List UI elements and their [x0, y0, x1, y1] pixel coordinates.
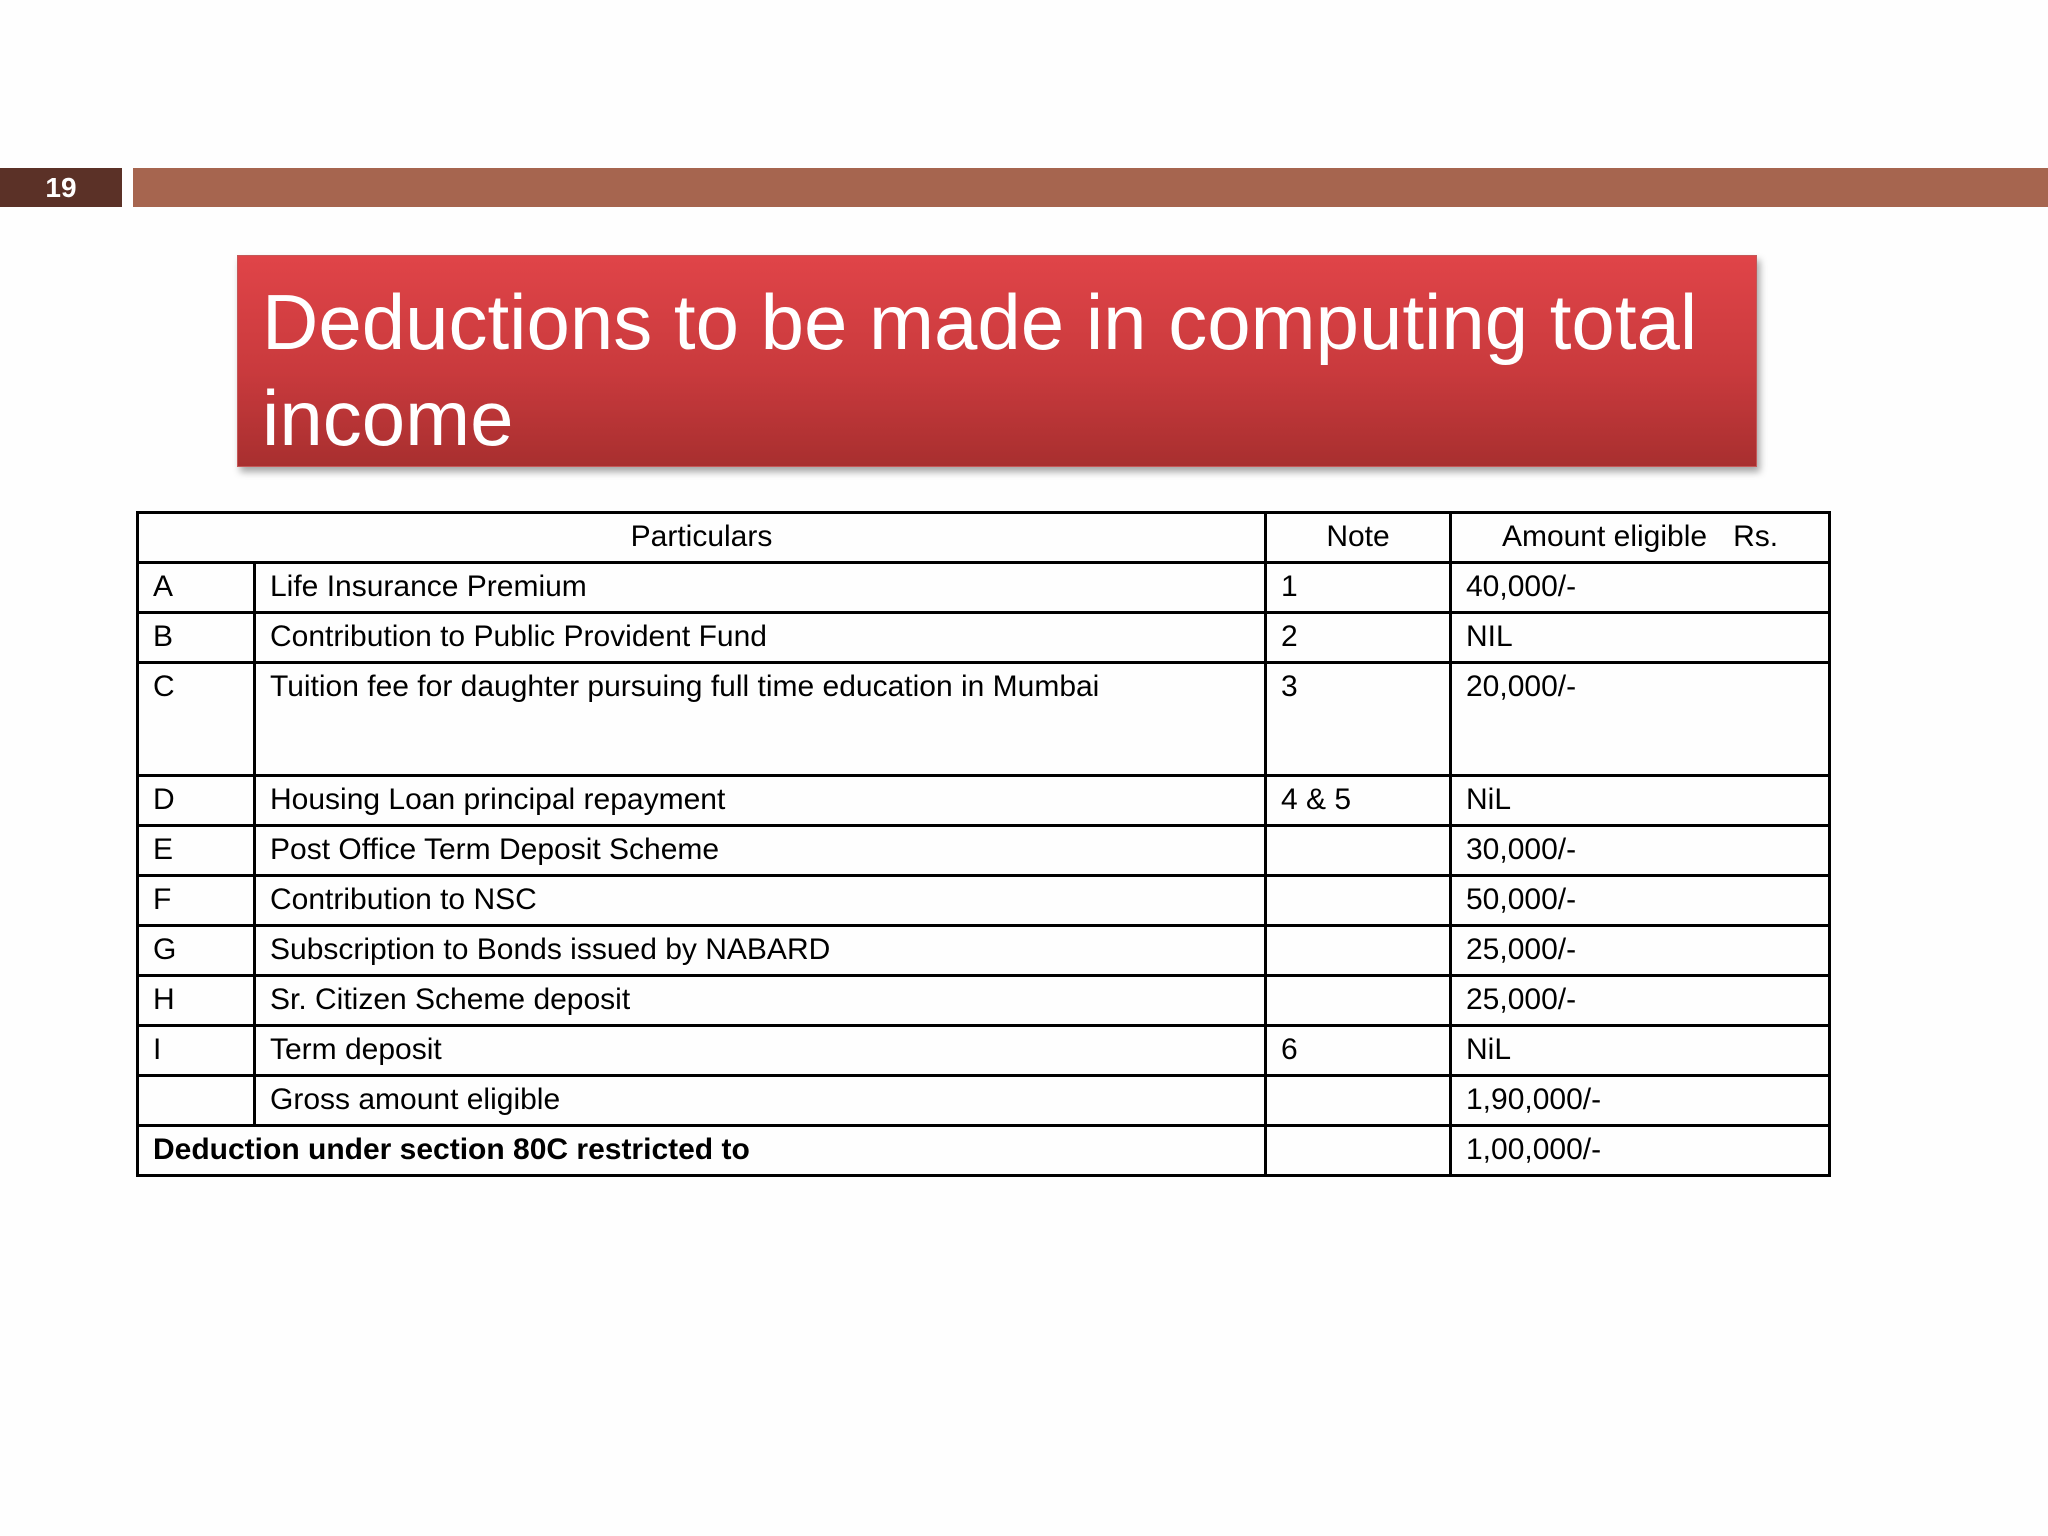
- row-letter: D: [138, 776, 255, 826]
- row-particulars: Contribution to NSC: [255, 876, 1266, 926]
- row-note: 3: [1266, 663, 1451, 776]
- header-amount: [1451, 513, 1830, 563]
- table-row: [138, 926, 1830, 976]
- header-amount-label: Amount eligible: [1501, 520, 1708, 553]
- row-particulars: Gross amount eligible: [255, 1076, 1266, 1126]
- row-amount: 30,000/-: [1451, 826, 1830, 876]
- table-row: [138, 776, 1830, 826]
- row-note: [1266, 826, 1451, 876]
- row-note: [1266, 926, 1451, 976]
- row-amount: NiL: [1451, 776, 1830, 826]
- row-letter: C: [138, 663, 255, 776]
- header-particulars: Particulars: [138, 513, 1266, 563]
- table-row: [138, 563, 1830, 613]
- row-letter: G: [138, 926, 255, 976]
- row-particulars: Housing Loan principal repayment: [255, 776, 1266, 826]
- footer-amount: 1,00,000/-: [1451, 1126, 1830, 1176]
- row-particulars: Term deposit: [255, 1026, 1266, 1076]
- footer-note: [1266, 1126, 1451, 1176]
- slide-title: Deductions to be made in computing total income: [237, 255, 1757, 467]
- row-amount: NiL: [1451, 1026, 1830, 1076]
- row-note: 4 & 5: [1266, 776, 1451, 826]
- table-row: [138, 1076, 1830, 1126]
- row-amount: 20,000/-: [1451, 663, 1830, 776]
- row-letter: H: [138, 976, 255, 1026]
- header-note: Note: [1266, 513, 1451, 563]
- table-header-row: [138, 513, 1830, 563]
- table-row: [138, 976, 1830, 1026]
- row-amount: NIL: [1451, 613, 1830, 663]
- row-particulars: Subscription to Bonds issued by NABARD: [255, 926, 1266, 976]
- table-row: [138, 1026, 1830, 1076]
- row-amount: 40,000/-: [1451, 563, 1830, 613]
- row-amount: 50,000/-: [1451, 876, 1830, 926]
- row-note: [1266, 976, 1451, 1026]
- row-note: 2: [1266, 613, 1451, 663]
- row-letter: A: [138, 563, 255, 613]
- row-letter: B: [138, 613, 255, 663]
- table-row: [138, 826, 1830, 876]
- header-bar: [133, 168, 2048, 207]
- footer-label: Deduction under section 80C restricted to: [138, 1126, 1266, 1176]
- row-particulars: Sr. Citizen Scheme deposit: [255, 976, 1266, 1026]
- table-row: [138, 663, 1830, 776]
- row-particulars: Contribution to Public Provident Fund: [255, 613, 1266, 663]
- row-letter: E: [138, 826, 255, 876]
- row-particulars: Post Office Term Deposit Scheme: [255, 826, 1266, 876]
- table-footer-row: [138, 1126, 1830, 1176]
- row-amount: 1,90,000/-: [1451, 1076, 1830, 1126]
- row-particulars: Tuition fee for daughter pursuing full time education in Mumbai: [255, 663, 1266, 776]
- row-note: 6: [1266, 1026, 1451, 1076]
- deductions-table: [136, 511, 1831, 1177]
- row-note: 1: [1266, 563, 1451, 613]
- slide-number: 19: [0, 168, 122, 207]
- row-amount: 25,000/-: [1451, 926, 1830, 976]
- row-note: [1266, 876, 1451, 926]
- row-letter: [138, 1076, 255, 1126]
- row-amount: 25,000/-: [1451, 976, 1830, 1026]
- row-letter: F: [138, 876, 255, 926]
- row-note: [1266, 1076, 1451, 1126]
- table-row: [138, 876, 1830, 926]
- header-amount-unit: Rs.: [1733, 520, 1779, 553]
- row-letter: I: [138, 1026, 255, 1076]
- row-particulars: Life Insurance Premium: [255, 563, 1266, 613]
- table-row: [138, 613, 1830, 663]
